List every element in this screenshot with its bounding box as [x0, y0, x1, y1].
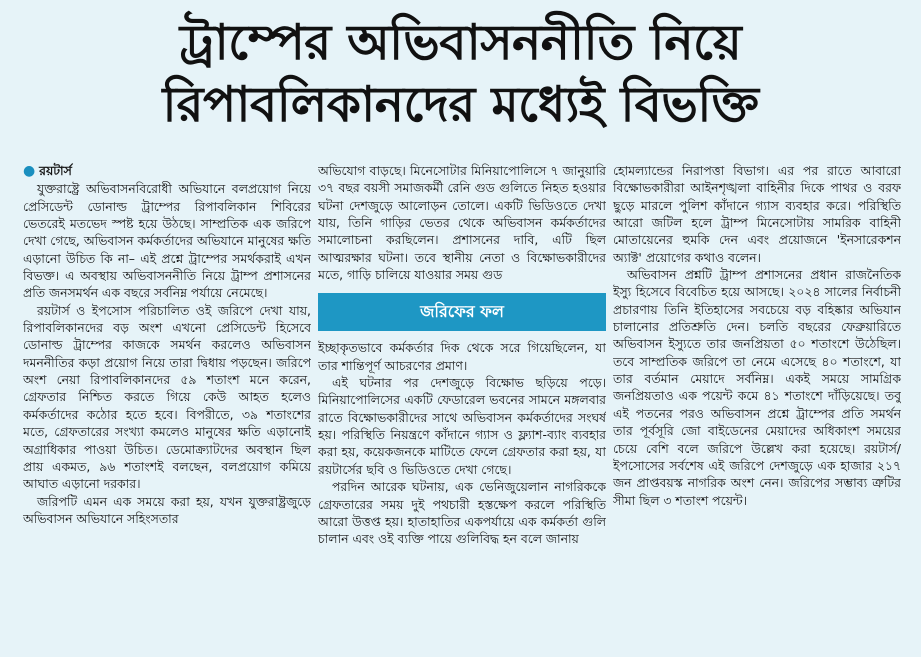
headline-line-1: ট্রাম্পের অভিবাসননীতি নিয়ে [179, 14, 742, 71]
paragraph: জরিপটি এমন এক সময়ে করা হয়, যখন যুক্তরাষ্ট্রজুড়ে অভিবাসন অভিযানে সহিংসতার [23, 493, 311, 526]
headline-line-2: রিপাবলিকানদের মধ্যেই বিভক্তি [162, 76, 759, 133]
byline: রয়টার্স [39, 163, 72, 178]
paragraph: এই ঘটনার পর দেশজুড়ে বিক্ষোভ ছড়িয়ে পড়ে। মিনিয়াপোলিসের একটি ফেডারেল ভবনের সামনে মঙ্গলবার রাতে বিক্ষোভকারীদের সাথে অভিবাসন কর্মকর্তাদের সংঘর্ষ হয়। পরিস্থিতি নিয়ন্ত্রণে কাঁদানে গ্যাস ও ফ্ল্যাশ-ব্যাং ব্যবহার করা হয়, কয়েকজনকে মাটিতে ফেলে গ্রেফতার করা হয়, যা রয়টার্সের ছবি ও ভিডিওতে দেখা গেছে। [318, 375, 606, 477]
paragraph: ইচ্ছাকৃতভাবে কর্মকর্তার দিক থেকে সরে গিয়েছিলেন, যা তার শান্তিপূর্ণ আচরণের প্রমাণ। [318, 340, 606, 373]
subheading-text: জরিফের ফল [420, 302, 504, 322]
article-column-3 [613, 162, 901, 602]
paragraph: হোমল্যান্ডের নিরাপত্তা বিভাগ। এর পর রাতে আবারো বিক্ষোভকারীরা আইনশৃঙ্খলা বাহিনীর দিকে পাথর ও বরফ ছুড়ে মারলে পুলিশ কাঁদানে গ্যাস ব্যবহার করে। পরিস্থিতি আরো জটিল হলে ট্রাম্প মিনেসোটায় সামরিক বাহিনী মোতায়েনের হুমকি দেন এবং প্রয়োজনে 'ইনসারেকশন অ্যাক্ট' প্রয়োগের কথাও বলেন। [613, 163, 901, 265]
article-column-1 [23, 162, 311, 650]
paragraph: অভিবাসন প্রশ্নটি ট্রাম্প প্রশাসনের প্রধান রাজনৈতিক ইস্যু হিসেবে বিবেচিত হয়ে আসছে। ২০২৪ সালের নির্বাচনী প্রচারণায় তিনি ইতিহাসের সবচেয়ে বড় বহিষ্কার অভিযান চালানোর প্রতিশ্রুতি দেন। চলতি বছরের ফেব্রুয়ারিতে অভিবাসন ইস্যুতে তার জনপ্রিয়তা ৫০ শতাংশে উঠেছিল। তবে সাম্প্রতিক জরিপে তা নেমে এসেছে ৪০ শতাংশে, যা তার বর্তমান মেয়াদে সর্বনিম্ন। একই সময়ে সামগ্রিক জনপ্রিয়তাও এক পয়েন্ট কমে ৪১ শতাংশে দাঁড়িয়েছে। তবু এই পতনের পরও অভিবাসন প্রশ্নে ট্রাম্পের প্রতি সমর্থন তার পূর্বসূরি জো বাইডেনের মেয়াদের অধিকাংশ সময়ের চেয়ে বেশি বলে জরিপে উল্লেখ করা হয়েছে। রয়টার্স/ইপসোসের সর্বশেষ এই জরিপে দেশজুড়ে এক হাজার ২১৭ জন প্রাপ্তবয়স্ক নাগরিক অংশ নেন। জরিপের সম্ভাব্য ত্রুটির সীমা ছিল ৩ শতাংশ পয়েন্ট। [613, 267, 901, 508]
paragraph: রয়টার্স ও ইপসোস পরিচালিত ওই জরিপে দেখা যায়, রিপাবলিকানদের বড় অংশ এখনো প্রেসিডেন্ট হিসেবে ডোনাল্ড ট্রাম্পের কাজকে সমর্থন করলেও অভিবাসন দমননীতির কড়া প্রয়োগ নিয়ে তারা দ্বিধায় পড়ছেন। জরিপে অংশ নেয়া রিপাবলিকানদের ৫৯ শতাংশ মনে করেন, গ্রেফতার নিশ্চিত করতে গিয়ে কেউ আহত হলেও কর্মকর্তাদের কঠোর হতে হবে। বিপরীতে, ৩৯ শতাংশের মতে, গ্রেফতারের সংখ্যা কমলেও মানুষের ক্ষতি এড়ানোই অগ্রাধিকার পাওয়া উচিত। ডেমোক্র্যাটদের অবস্থান ছিল প্রায় একমত, ৯৬ শতাংশই বলছেন, বলপ্রয়োগ কমিয়ে আঘাত এড়ানো দরকার। [23, 302, 311, 492]
byline-row [23, 162, 311, 180]
bullet-icon: ● [23, 163, 36, 179]
headline [0, 12, 921, 136]
paragraph: পরদিন আরেক ঘটনায়, এক ভেনিজুয়েলান নাগরিককে গ্রেফতারের সময় দুই পথচারী হস্তক্ষেপ করলে পরিস্থিতি আরো উত্তপ্ত হয়। হাতাহাতির একপর্যায়ে এক কর্মকর্তা গুলি চালান এবং ওই ব্যক্তি পায়ে গুলিবিদ্ধ হন বলে জানায় [318, 479, 606, 547]
paragraph: যুক্তরাষ্ট্রে অভিবাসনবিরোধী অভিযানে বলপ্রয়োগ নিয়ে প্রেসিডেন্ট ডোনাল্ড ট্রাম্পের রিপাবলিকান শিবিরের ভেতরেই মতভেদ স্পষ্ট হয়ে উঠছে। সাম্প্রতিক এক জরিপে দেখা গেছে, অভিবাসন কর্মকর্তাদের অভিযানে মানুষের ক্ষতি এড়ানো উচিত কি না– এই প্রশ্নে ট্রাম্পের সমর্থকরাই এখন বিভক্ত। এ অবস্থায় অভিবাসননীতি নিয়ে ট্রাম্প প্রশাসনের প্রতি জনসমর্থন এক বছরে সর্বনিম্ন পর্যায়ে নেমেছে। [23, 181, 311, 301]
article-column-2 [318, 162, 606, 650]
subheading-box [318, 293, 606, 331]
paragraph: অভিযোগ বাড়ছে। মিনেসোটার মিনিয়াপোলিসে ৭ জানুয়ারি ৩৭ বছর বয়সী সমাজকর্মী রেনি গুড গুলিতে নিহত হওয়ার ঘটনা দেশজুড়ে আলোড়ন তোলে। একটি ভিডিওতে দেখা যায়, তিনি গাড়ির ভেতর থেকে অভিবাসন কর্মকর্তাদের সমালোচনা করছিলেন। প্রশাসনের দাবি, এটি ছিল আত্মরক্ষার ঘটনা। তবে স্থানীয় নেতা ও বিক্ষোভকারীদের মতে, গাড়ি চালিয়ে যাওয়ার সময় গুড [318, 163, 606, 283]
